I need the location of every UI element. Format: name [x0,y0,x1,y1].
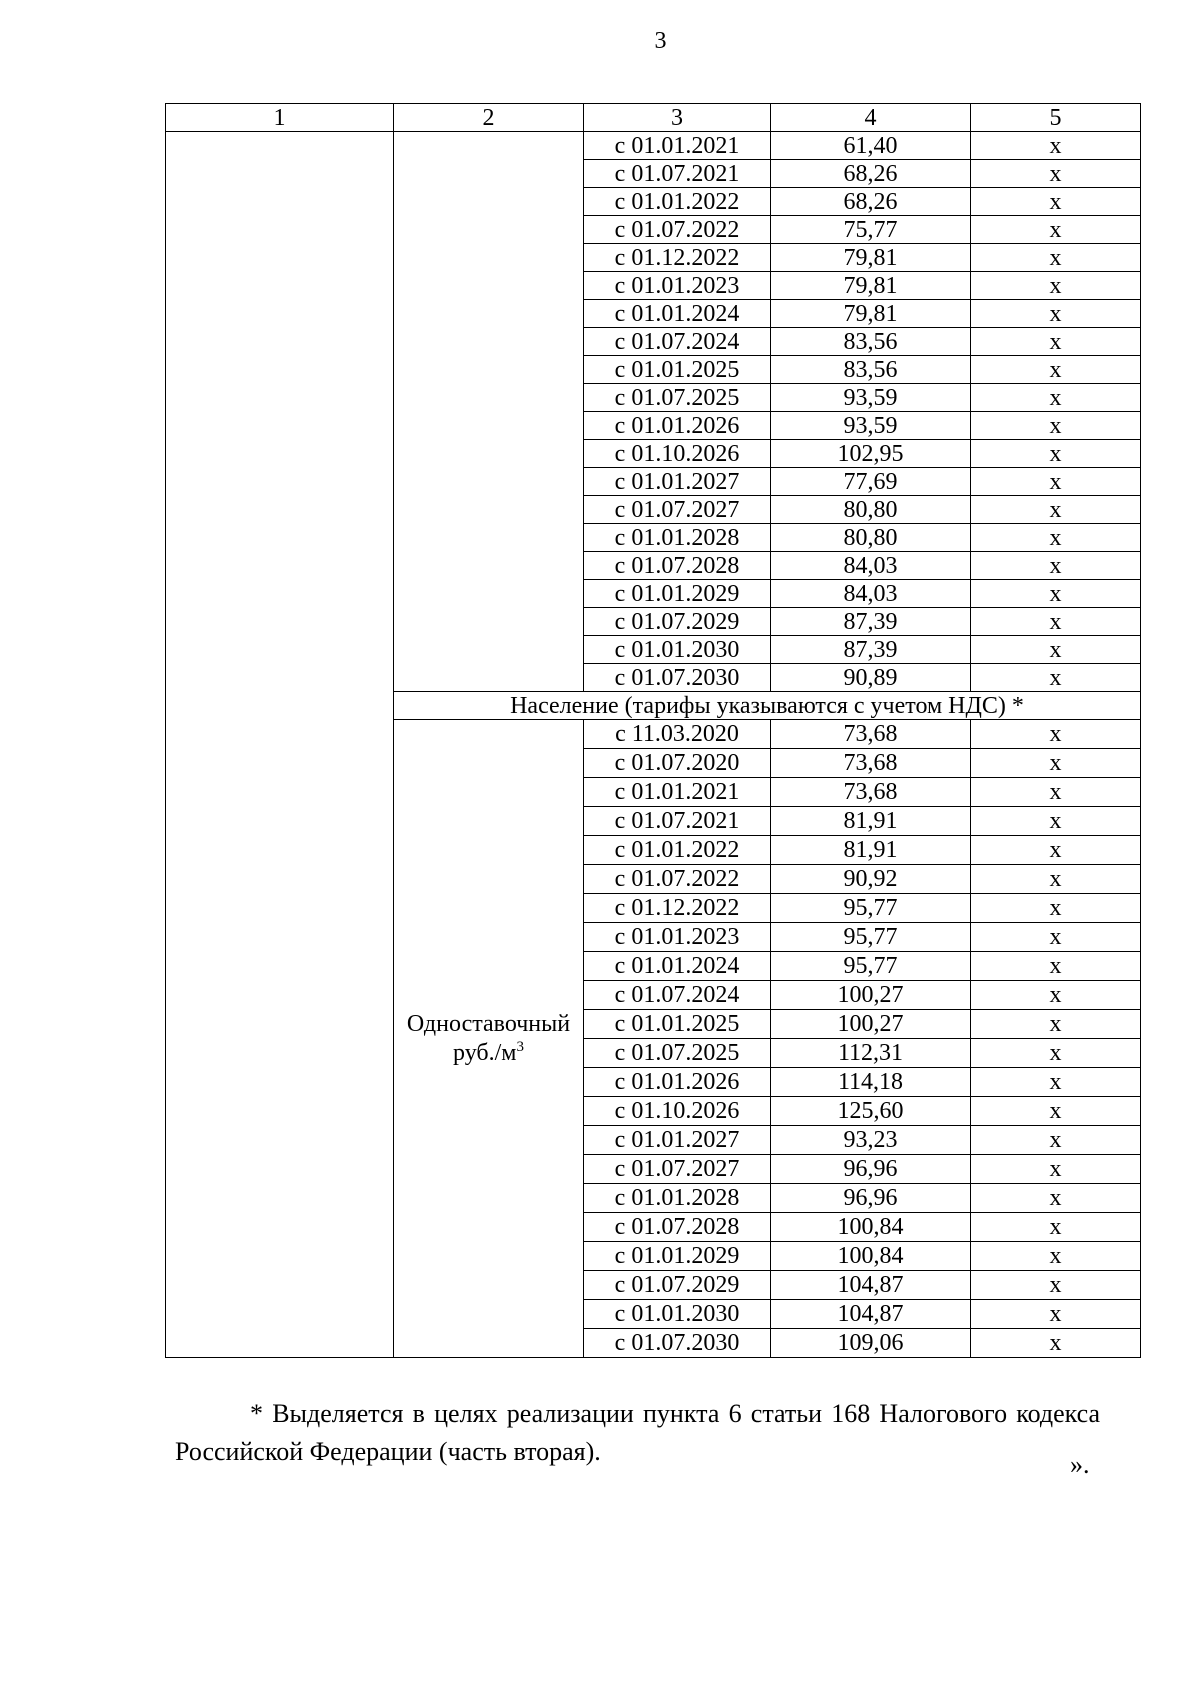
date-cell: с 01.07.2028 [584,552,771,580]
date-cell: с 01.01.2027 [584,1126,771,1155]
mark-cell: х [971,160,1141,188]
date-cell: с 01.07.2030 [584,1329,771,1358]
value-cell: 79,81 [771,300,971,328]
date-cell: с 01.01.2025 [584,1010,771,1039]
date-cell: с 01.01.2026 [584,1068,771,1097]
mark-cell: х [971,1155,1141,1184]
mark-cell: х [971,1300,1141,1329]
value-cell: 93,59 [771,384,971,412]
date-cell: с 01.01.2030 [584,1300,771,1329]
value-cell: 104,87 [771,1271,971,1300]
value-cell: 87,39 [771,608,971,636]
value-cell: 90,92 [771,865,971,894]
mark-cell: х [971,981,1141,1010]
mark-cell: х [971,807,1141,836]
date-cell: с 01.07.2022 [584,216,771,244]
mark-cell: х [971,1068,1141,1097]
date-cell: с 01.01.2027 [584,468,771,496]
date-cell: с 01.07.2025 [584,384,771,412]
mark-cell: х [971,188,1141,216]
mark-cell: х [971,580,1141,608]
date-cell: с 01.01.2029 [584,580,771,608]
mark-cell: х [971,244,1141,272]
value-cell: 81,91 [771,807,971,836]
value-cell: 95,77 [771,894,971,923]
date-cell: с 01.07.2021 [584,807,771,836]
mark-cell: х [971,664,1141,692]
date-cell: с 01.07.2025 [584,1039,771,1068]
mark-cell: х [971,1039,1141,1068]
value-cell: 83,56 [771,328,971,356]
mark-cell: х [971,468,1141,496]
value-cell: 102,95 [771,440,971,468]
footnote: * Выделяется в целях реализации пункта 6 статьи 168 Налогового кодекса Российской Федерации (часть вторая). [175,1399,1100,1466]
date-cell: с 01.07.2030 [584,664,771,692]
value-cell: 93,23 [771,1126,971,1155]
value-cell: 100,84 [771,1213,971,1242]
tariff-type-name: Одноставочный [406,1011,571,1037]
tariff-table [165,103,1141,1358]
mark-cell: х [971,132,1141,160]
tariff-unit-text: руб./м [453,1040,517,1066]
table-row [166,132,1141,160]
mark-cell: х [971,384,1141,412]
date-cell: с 11.03.2020 [584,720,771,749]
value-cell: 83,56 [771,356,971,384]
mark-cell: х [971,1184,1141,1213]
column-header: 3 [584,104,771,132]
value-cell: 90,89 [771,664,971,692]
value-cell: 125,60 [771,1097,971,1126]
date-cell: с 01.07.2029 [584,608,771,636]
date-cell: с 01.07.2021 [584,160,771,188]
mark-cell: х [971,865,1141,894]
value-cell: 114,18 [771,1068,971,1097]
value-cell: 109,06 [771,1329,971,1358]
page-number: 3 [654,28,667,54]
mark-cell: х [971,1126,1141,1155]
value-cell: 95,77 [771,952,971,981]
date-cell: с 01.07.2024 [584,328,771,356]
value-cell: 68,26 [771,160,971,188]
mark-cell: х [971,496,1141,524]
mark-cell: х [971,778,1141,807]
date-cell: с 01.01.2024 [584,300,771,328]
closing-quote: ». [1070,1450,1090,1479]
value-cell: 73,68 [771,749,971,778]
mark-cell: х [971,636,1141,664]
date-cell: с 01.01.2025 [584,356,771,384]
mark-cell: х [971,328,1141,356]
mark-cell: х [971,440,1141,468]
date-cell: с 01.07.2022 [584,865,771,894]
mark-cell: х [971,272,1141,300]
mark-cell: х [971,412,1141,440]
value-cell: 84,03 [771,580,971,608]
value-cell: 95,77 [771,923,971,952]
date-cell: с 01.01.2021 [584,778,771,807]
value-cell: 100,27 [771,1010,971,1039]
date-cell: с 01.12.2022 [584,894,771,923]
tariff-type-label [394,720,584,1358]
date-cell: с 01.01.2023 [584,923,771,952]
section-title: Население (тарифы указываются с учетом НДС) * [394,692,1141,720]
column-header: 1 [166,104,394,132]
mark-cell: х [971,894,1141,923]
mark-cell: х [971,749,1141,778]
value-cell: 100,84 [771,1242,971,1271]
date-cell: с 01.01.2028 [584,1184,771,1213]
value-cell: 96,96 [771,1155,971,1184]
tariff-unit-sup: 3 [516,1039,524,1055]
value-cell: 79,81 [771,272,971,300]
value-cell: 96,96 [771,1184,971,1213]
mark-cell: х [971,1010,1141,1039]
date-cell: с 01.10.2026 [584,1097,771,1126]
value-cell: 80,80 [771,496,971,524]
mark-cell: х [971,1329,1141,1358]
mark-cell: х [971,952,1141,981]
value-cell: 68,26 [771,188,971,216]
mark-cell: х [971,720,1141,749]
date-cell: с 01.01.2026 [584,412,771,440]
date-cell: с 01.10.2026 [584,440,771,468]
date-cell: с 01.07.2028 [584,1213,771,1242]
mark-cell: х [971,608,1141,636]
value-cell: 87,39 [771,636,971,664]
column-header: 2 [394,104,584,132]
value-cell: 112,31 [771,1039,971,1068]
mark-cell: х [971,836,1141,865]
date-cell: с 01.01.2029 [584,1242,771,1271]
value-cell: 93,59 [771,412,971,440]
mark-cell: х [971,1271,1141,1300]
value-cell: 84,03 [771,552,971,580]
date-cell: с 01.01.2030 [584,636,771,664]
mark-cell: х [971,1213,1141,1242]
date-cell: с 01.01.2028 [584,524,771,552]
mark-cell: х [971,300,1141,328]
value-cell: 61,40 [771,132,971,160]
col1-cell [166,132,394,1358]
date-cell: с 01.01.2022 [584,836,771,865]
col2-cell [394,132,584,692]
mark-cell: х [971,1242,1141,1271]
mark-cell: х [971,356,1141,384]
mark-cell: х [971,552,1141,580]
value-cell: 104,87 [771,1300,971,1329]
date-cell: с 01.01.2023 [584,272,771,300]
value-cell: 100,27 [771,981,971,1010]
date-cell: с 01.12.2022 [584,244,771,272]
date-cell: с 01.01.2022 [584,188,771,216]
date-cell: с 01.07.2020 [584,749,771,778]
date-cell: с 01.01.2024 [584,952,771,981]
date-cell: с 01.07.2029 [584,1271,771,1300]
value-cell: 77,69 [771,468,971,496]
value-cell: 73,68 [771,720,971,749]
table-header-row [166,104,1141,132]
date-cell: с 01.01.2021 [584,132,771,160]
value-cell: 81,91 [771,836,971,865]
value-cell: 75,77 [771,216,971,244]
date-cell: с 01.07.2024 [584,981,771,1010]
date-cell: с 01.07.2027 [584,496,771,524]
column-header: 5 [971,104,1141,132]
mark-cell: х [971,923,1141,952]
value-cell: 80,80 [771,524,971,552]
column-header: 4 [771,104,971,132]
value-cell: 79,81 [771,244,971,272]
mark-cell: х [971,216,1141,244]
mark-cell: х [971,1097,1141,1126]
date-cell: с 01.07.2027 [584,1155,771,1184]
value-cell: 73,68 [771,778,971,807]
tariff-unit [394,1040,583,1065]
mark-cell: х [971,524,1141,552]
